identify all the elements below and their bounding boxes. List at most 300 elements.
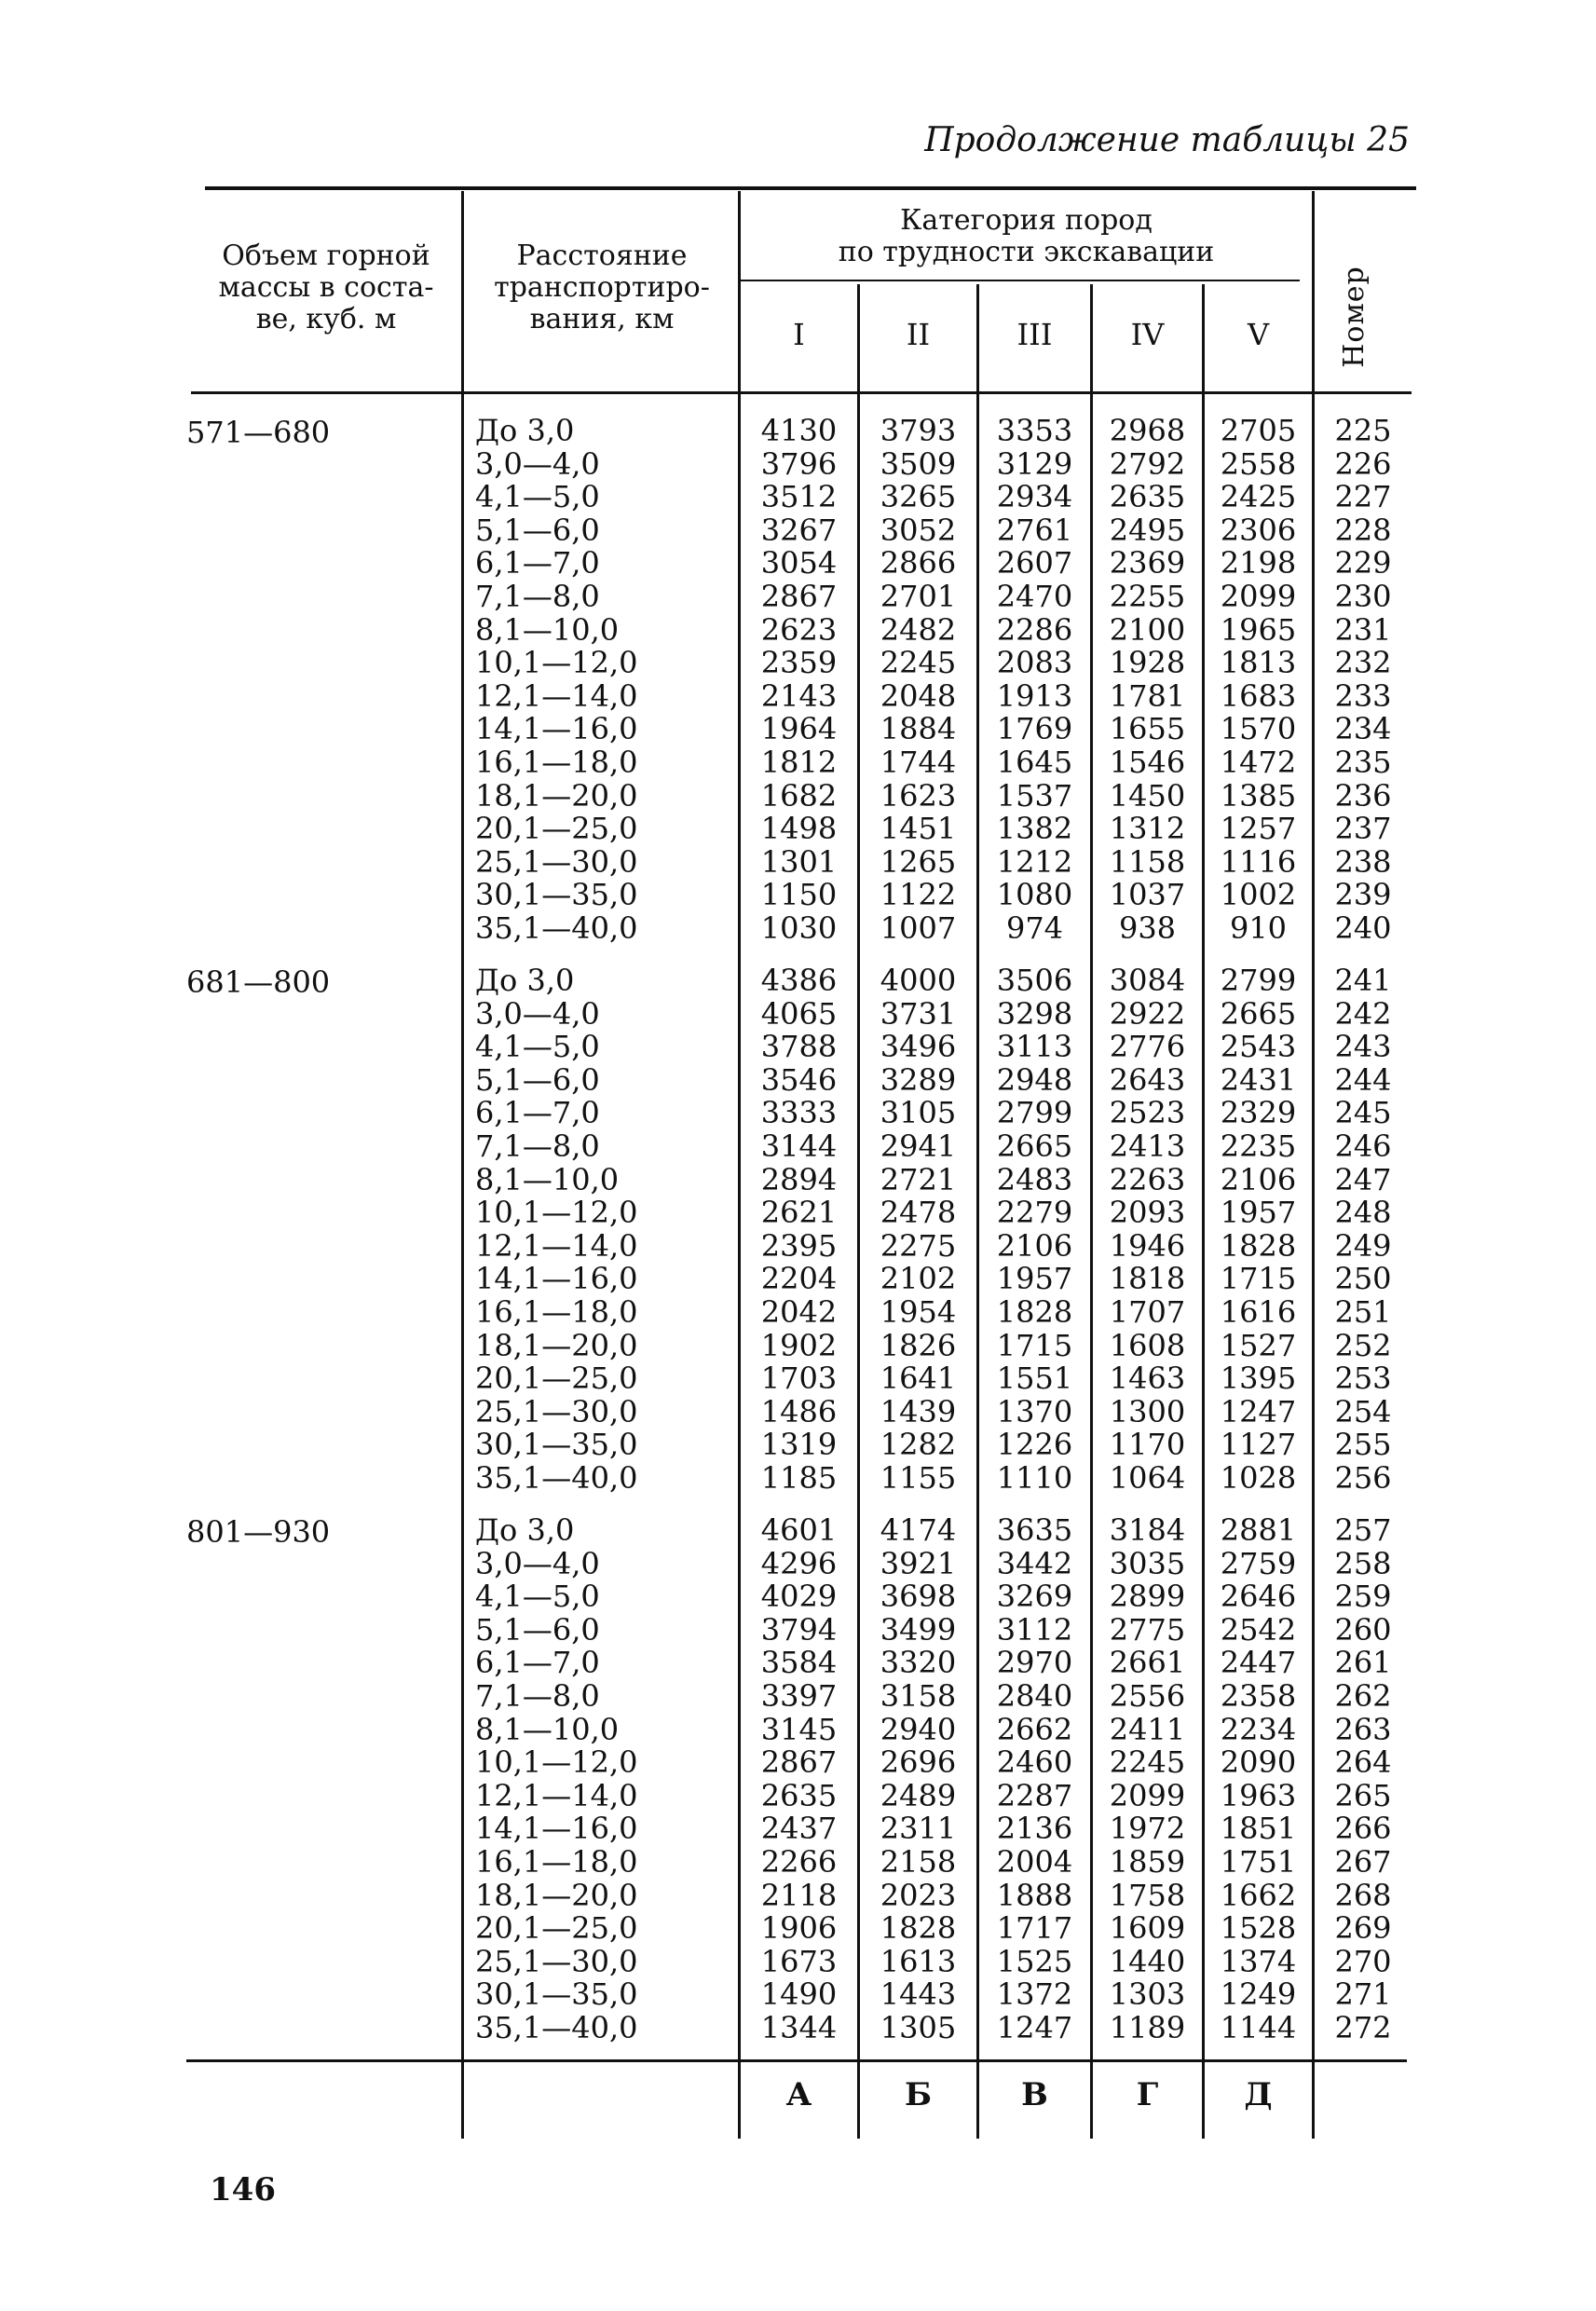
value-column xyxy=(741,1514,857,2045)
value-cell: 2023 xyxy=(880,1877,957,1913)
value-cell: 3512 xyxy=(760,479,838,515)
row-number-cell: 254 xyxy=(1334,1393,1392,1429)
value-cell: 2425 xyxy=(1220,479,1297,515)
row-number-cell: 246 xyxy=(1334,1128,1392,1164)
value-cell: 3509 xyxy=(880,445,957,482)
header-roman-2: II xyxy=(906,317,931,352)
distance-cell: 30,1—35,0 xyxy=(475,877,638,913)
distance-cell: 10,1—12,0 xyxy=(475,1744,638,1781)
value-cell: 2411 xyxy=(1109,1711,1186,1747)
value-cell: 2705 xyxy=(1220,413,1297,448)
row-number-cell: 231 xyxy=(1334,611,1392,648)
row-number-cell: 259 xyxy=(1334,1579,1392,1615)
header-roman-4: IV xyxy=(1130,317,1165,352)
value-column xyxy=(741,415,857,946)
value-cell: 1641 xyxy=(880,1361,957,1397)
value-cell: 4130 xyxy=(760,413,838,448)
value-cell: 2665 xyxy=(1220,995,1297,1032)
row-number-cell: 233 xyxy=(1334,677,1392,714)
value-cell: 910 xyxy=(1229,909,1288,946)
footer-letter-g: Г xyxy=(1136,2076,1159,2113)
value-cell: 1265 xyxy=(880,843,957,880)
value-cell: 1212 xyxy=(996,843,1073,880)
value-cell: 2759 xyxy=(1220,1545,1297,1581)
value-cell: 2799 xyxy=(1220,963,1297,998)
value-cell: 3546 xyxy=(760,1061,838,1098)
value-cell: 2792 xyxy=(1109,445,1186,482)
value-cell: 2948 xyxy=(996,1061,1073,1098)
row-number-cell: 262 xyxy=(1334,1677,1392,1714)
distance-cell: 4,1—5,0 xyxy=(475,479,600,515)
row-number-cell: 270 xyxy=(1334,1943,1392,1979)
value-cell: 3267 xyxy=(760,512,838,548)
value-cell: 1450 xyxy=(1109,777,1186,814)
value-cell: 2306 xyxy=(1220,512,1297,548)
group-volume: 801—930 xyxy=(186,1514,331,1550)
row-number-cell: 264 xyxy=(1334,1744,1392,1781)
row-number-cell: 225 xyxy=(1334,413,1392,448)
value-cell: 1537 xyxy=(996,777,1073,814)
value-cell: 1303 xyxy=(1109,1976,1186,2013)
value-cell: 1486 xyxy=(760,1393,838,1429)
value-cell: 2099 xyxy=(1220,578,1297,614)
value-cell: 3144 xyxy=(760,1128,838,1164)
value-cell: 2143 xyxy=(760,677,838,714)
value-cell: 2287 xyxy=(996,1777,1073,1813)
distance-cell: 5,1—6,0 xyxy=(475,1611,600,1648)
value-cell: 2635 xyxy=(760,1777,838,1813)
distance-column xyxy=(475,964,638,1496)
value-cell: 1257 xyxy=(1220,811,1297,847)
value-cell: 1551 xyxy=(996,1361,1073,1397)
value-cell: 1080 xyxy=(996,877,1073,913)
row-number-cell: 258 xyxy=(1334,1545,1392,1581)
distance-cell: 16,1—18,0 xyxy=(475,1293,638,1330)
header-roman-5: V xyxy=(1247,317,1270,352)
value-cell: 1007 xyxy=(880,909,957,946)
value-cell: 2413 xyxy=(1109,1128,1186,1164)
row-number-cell: 266 xyxy=(1334,1811,1392,1847)
row-number-cell: 235 xyxy=(1334,744,1392,780)
group-volume: 571—680 xyxy=(186,415,331,450)
row-number-cell: 250 xyxy=(1334,1261,1392,1297)
value-cell: 1928 xyxy=(1109,645,1186,681)
value-cell: 1150 xyxy=(760,877,838,913)
value-cell: 2042 xyxy=(760,1293,838,1330)
distance-cell: 6,1—7,0 xyxy=(475,1095,600,1131)
value-cell: 4296 xyxy=(760,1545,838,1581)
header-distance-line3: вания, км xyxy=(529,303,675,335)
value-cell: 1028 xyxy=(1220,1459,1297,1496)
value-cell: 3793 xyxy=(880,413,957,448)
row-number-cell: 269 xyxy=(1334,1910,1392,1947)
value-cell: 1902 xyxy=(760,1327,838,1363)
value-cell: 3112 xyxy=(996,1611,1073,1648)
distance-cell: 14,1—16,0 xyxy=(475,711,638,747)
footer-letter-a: А xyxy=(785,2076,812,2113)
value-cell: 1443 xyxy=(880,1976,957,2013)
value-cell: 1913 xyxy=(996,677,1073,714)
value-cell: 1312 xyxy=(1109,811,1186,847)
distance-column xyxy=(475,1514,638,2045)
value-cell: 1002 xyxy=(1220,877,1297,913)
page-number: 146 xyxy=(210,2171,276,2208)
distance-cell: 20,1—25,0 xyxy=(475,811,638,847)
value-cell: 2437 xyxy=(760,1811,838,1847)
row-number-cell: 272 xyxy=(1334,2009,1392,2045)
value-cell: 1957 xyxy=(1220,1195,1297,1231)
value-cell: 1451 xyxy=(880,811,957,847)
row-number-cell: 257 xyxy=(1334,1512,1392,1548)
value-cell: 2359 xyxy=(760,645,838,681)
value-cell: 1613 xyxy=(880,1943,957,1979)
header-distance-line2: транспортиро- xyxy=(494,271,710,304)
value-cell: 1758 xyxy=(1109,1877,1186,1913)
value-cell: 2279 xyxy=(996,1195,1073,1231)
value-cell: 1884 xyxy=(880,711,957,747)
value-cell: 3333 xyxy=(760,1095,838,1131)
value-column xyxy=(1205,1514,1312,2045)
value-cell: 1344 xyxy=(760,2009,838,2045)
value-cell: 1781 xyxy=(1109,677,1186,714)
value-cell: 1703 xyxy=(760,1361,838,1397)
value-column xyxy=(860,415,976,946)
row-number-cell: 253 xyxy=(1334,1361,1392,1397)
value-cell: 1682 xyxy=(760,777,838,814)
value-cell: 2266 xyxy=(760,1843,838,1880)
value-cell: 1655 xyxy=(1109,711,1186,747)
distance-cell: 20,1—25,0 xyxy=(475,1361,638,1397)
value-column xyxy=(1093,1514,1202,2045)
value-cell: 4065 xyxy=(760,995,838,1032)
value-cell: 2899 xyxy=(1109,1579,1186,1615)
value-cell: 1127 xyxy=(1220,1427,1297,1463)
value-column xyxy=(741,964,857,1496)
value-cell: 2158 xyxy=(880,1843,957,1880)
value-cell: 2263 xyxy=(1109,1161,1186,1197)
value-cell: 3129 xyxy=(996,445,1073,482)
value-cell: 2275 xyxy=(880,1227,957,1264)
value-cell: 1440 xyxy=(1109,1943,1186,1979)
value-cell: 2523 xyxy=(1109,1095,1186,1131)
value-cell: 2004 xyxy=(996,1843,1073,1880)
distance-cell: 35,1—40,0 xyxy=(475,909,638,946)
distance-cell: 6,1—7,0 xyxy=(475,545,600,581)
row-number-cell: 263 xyxy=(1334,1711,1392,1747)
number-column xyxy=(1315,415,1412,946)
value-column xyxy=(1205,415,1312,946)
value-cell: 3105 xyxy=(880,1095,957,1131)
value-cell: 1300 xyxy=(1109,1393,1186,1429)
value-cell: 2198 xyxy=(1220,545,1297,581)
value-cell: 1623 xyxy=(880,777,957,814)
value-cell: 2556 xyxy=(1109,1677,1186,1714)
value-cell: 2934 xyxy=(996,479,1073,515)
value-cell: 1828 xyxy=(996,1293,1073,1330)
distance-cell: 3,0—4,0 xyxy=(475,995,600,1032)
value-column xyxy=(860,1514,976,2045)
value-cell: 4000 xyxy=(880,963,957,998)
value-cell: 2662 xyxy=(996,1711,1073,1747)
value-cell: 4029 xyxy=(760,1579,838,1615)
row-number-cell: 255 xyxy=(1334,1427,1392,1463)
distance-cell: 10,1—12,0 xyxy=(475,1195,638,1231)
value-cell: 2090 xyxy=(1220,1744,1297,1781)
distance-column xyxy=(475,415,638,946)
value-cell: 2311 xyxy=(880,1811,957,1847)
distance-cell: 4,1—5,0 xyxy=(475,1029,600,1065)
header-distance xyxy=(466,240,738,335)
value-cell: 2558 xyxy=(1220,445,1297,482)
value-cell: 1463 xyxy=(1109,1361,1186,1397)
value-cell: 2460 xyxy=(996,1744,1073,1781)
value-cell: 2970 xyxy=(996,1645,1073,1681)
value-cell: 2866 xyxy=(880,545,957,581)
value-cell: 2395 xyxy=(760,1227,838,1264)
table-continuation-caption: Продолжение таблицы 25 xyxy=(924,121,1410,159)
distance-cell: 25,1—30,0 xyxy=(475,1943,638,1979)
value-cell: 1859 xyxy=(1109,1843,1186,1880)
row-number-cell: 237 xyxy=(1334,811,1392,847)
distance-cell: До 3,0 xyxy=(475,413,575,448)
number-column xyxy=(1315,1514,1412,2045)
value-cell: 1965 xyxy=(1220,611,1297,648)
value-cell: 2543 xyxy=(1220,1029,1297,1065)
value-cell: 3265 xyxy=(880,479,957,515)
value-cell: 3499 xyxy=(880,1611,957,1648)
value-cell: 1374 xyxy=(1220,1943,1297,1979)
value-cell: 2369 xyxy=(1109,545,1186,581)
distance-cell: 35,1—40,0 xyxy=(475,1459,638,1496)
value-cell: 3698 xyxy=(880,1579,957,1615)
value-cell: 3184 xyxy=(1109,1512,1186,1548)
value-cell: 3289 xyxy=(880,1061,957,1098)
distance-cell: 20,1—25,0 xyxy=(475,1910,638,1947)
value-cell: 3320 xyxy=(880,1645,957,1681)
value-cell: 2106 xyxy=(996,1227,1073,1264)
footer-letter-b: Б xyxy=(904,2076,933,2113)
value-cell: 1155 xyxy=(880,1459,957,1496)
distance-cell: 35,1—40,0 xyxy=(475,2009,638,2045)
value-cell: 1946 xyxy=(1109,1227,1186,1264)
value-cell: 1744 xyxy=(880,744,957,780)
value-cell: 2245 xyxy=(880,645,957,681)
value-cell: 1382 xyxy=(996,811,1073,847)
row-number-cell: 265 xyxy=(1334,1777,1392,1813)
value-cell: 2083 xyxy=(996,645,1073,681)
header-category-line2: по трудности экскавации xyxy=(838,236,1215,268)
value-cell: 3796 xyxy=(760,445,838,482)
value-cell: 3635 xyxy=(996,1512,1073,1548)
header-number: Номер xyxy=(1338,266,1371,368)
value-cell: 1498 xyxy=(760,811,838,847)
value-cell: 3084 xyxy=(1109,963,1186,998)
distance-cell: 3,0—4,0 xyxy=(475,445,600,482)
header-roman-1: I xyxy=(793,317,805,352)
value-cell: 3506 xyxy=(996,963,1073,998)
row-number-cell: 268 xyxy=(1334,1877,1392,1913)
value-cell: 2940 xyxy=(880,1711,957,1747)
distance-cell: 8,1—10,0 xyxy=(475,1711,620,1747)
distance-cell: 30,1—35,0 xyxy=(475,1427,638,1463)
value-cell: 2329 xyxy=(1220,1095,1297,1131)
value-cell: 2482 xyxy=(880,611,957,648)
value-cell: 3035 xyxy=(1109,1545,1186,1581)
row-number-cell: 239 xyxy=(1334,877,1392,913)
value-column xyxy=(979,1514,1090,2045)
distance-cell: 18,1—20,0 xyxy=(475,777,638,814)
row-number-cell: 251 xyxy=(1334,1293,1392,1330)
value-cell: 2495 xyxy=(1109,512,1186,548)
value-cell: 1609 xyxy=(1109,1910,1186,1947)
value-cell: 2941 xyxy=(880,1128,957,1164)
footer-letter-v: В xyxy=(1021,2076,1048,2113)
value-cell: 2867 xyxy=(760,578,838,614)
value-cell: 1490 xyxy=(760,1976,838,2013)
value-cell: 3054 xyxy=(760,545,838,581)
value-cell: 1247 xyxy=(1220,1393,1297,1429)
header-roman-3: III xyxy=(1016,317,1053,352)
value-cell: 3353 xyxy=(996,413,1073,448)
value-cell: 2099 xyxy=(1109,1777,1186,1813)
row-number-cell: 241 xyxy=(1334,963,1392,998)
value-cell: 2255 xyxy=(1109,578,1186,614)
value-cell: 1888 xyxy=(996,1877,1073,1913)
value-cell: 2470 xyxy=(996,578,1073,614)
value-cell: 2118 xyxy=(760,1877,838,1913)
value-column xyxy=(1093,415,1202,946)
value-cell: 1525 xyxy=(996,1943,1073,1979)
distance-cell: 12,1—14,0 xyxy=(475,1227,638,1264)
header-distance-line1: Расстояние xyxy=(516,239,688,272)
value-cell: 1828 xyxy=(1220,1227,1297,1264)
value-cell: 2447 xyxy=(1220,1645,1297,1681)
value-cell: 1395 xyxy=(1220,1361,1297,1397)
value-cell: 1305 xyxy=(880,2009,957,2045)
value-cell: 2623 xyxy=(760,611,838,648)
value-cell: 1144 xyxy=(1220,2009,1297,2045)
distance-cell: 12,1—14,0 xyxy=(475,1777,638,1813)
distance-cell: 8,1—10,0 xyxy=(475,611,620,648)
value-cell: 1673 xyxy=(760,1943,838,1979)
value-cell: 1037 xyxy=(1109,877,1186,913)
table-bottom-rule xyxy=(186,2059,1407,2062)
value-cell: 1715 xyxy=(996,1327,1073,1363)
distance-cell: 4,1—5,0 xyxy=(475,1579,600,1615)
value-cell: 3584 xyxy=(760,1645,838,1681)
value-cell: 1954 xyxy=(880,1293,957,1330)
distance-cell: 14,1—16,0 xyxy=(475,1811,638,1847)
value-cell: 1906 xyxy=(760,1910,838,1947)
value-cell: 1528 xyxy=(1220,1910,1297,1947)
value-cell: 1828 xyxy=(880,1910,957,1947)
value-cell: 3788 xyxy=(760,1029,838,1065)
distance-cell: 7,1—8,0 xyxy=(475,1128,600,1164)
value-cell: 4601 xyxy=(760,1512,838,1548)
value-cell: 1707 xyxy=(1109,1293,1186,1330)
value-cell: 2661 xyxy=(1109,1645,1186,1681)
value-cell: 1122 xyxy=(880,877,957,913)
value-cell: 2643 xyxy=(1109,1061,1186,1098)
value-cell: 1813 xyxy=(1220,645,1297,681)
distance-cell: 18,1—20,0 xyxy=(475,1877,638,1913)
value-cell: 2761 xyxy=(996,512,1073,548)
value-cell: 2234 xyxy=(1220,1711,1297,1747)
distance-cell: 5,1—6,0 xyxy=(475,512,600,548)
value-cell: 3921 xyxy=(880,1545,957,1581)
value-cell: 2106 xyxy=(1220,1161,1297,1197)
value-cell: 2799 xyxy=(996,1095,1073,1131)
value-cell: 3397 xyxy=(760,1677,838,1714)
row-number-cell: 226 xyxy=(1334,445,1392,482)
value-cell: 1662 xyxy=(1220,1877,1297,1913)
value-cell: 938 xyxy=(1118,909,1177,946)
value-cell: 1185 xyxy=(760,1459,838,1496)
row-number-cell: 229 xyxy=(1334,545,1392,581)
value-cell: 2922 xyxy=(1109,995,1186,1032)
distance-cell: До 3,0 xyxy=(475,963,575,998)
value-cell: 2646 xyxy=(1220,1579,1297,1615)
value-cell: 1116 xyxy=(1220,843,1297,880)
row-number-cell: 232 xyxy=(1334,645,1392,681)
row-number-cell: 242 xyxy=(1334,995,1392,1032)
value-cell: 2478 xyxy=(880,1195,957,1231)
value-cell: 1616 xyxy=(1220,1293,1297,1330)
distance-cell: 14,1—16,0 xyxy=(475,1261,638,1297)
row-number-cell: 236 xyxy=(1334,777,1392,814)
value-cell: 3442 xyxy=(996,1545,1073,1581)
distance-cell: 7,1—8,0 xyxy=(475,578,600,614)
value-cell: 2607 xyxy=(996,545,1073,581)
value-cell: 2100 xyxy=(1109,611,1186,648)
value-cell: 2776 xyxy=(1109,1029,1186,1065)
row-number-cell: 245 xyxy=(1334,1095,1392,1131)
value-cell: 1570 xyxy=(1220,711,1297,747)
footer-letter-d: Д xyxy=(1244,2076,1273,2113)
value-cell: 2840 xyxy=(996,1677,1073,1714)
value-cell: 1645 xyxy=(996,744,1073,780)
value-cell: 1527 xyxy=(1220,1327,1297,1363)
value-cell: 1249 xyxy=(1220,1976,1297,2013)
col-divider-volume xyxy=(461,191,464,2139)
header-bottom-rule xyxy=(191,391,1412,394)
row-number-cell: 228 xyxy=(1334,512,1392,548)
distance-cell: 12,1—14,0 xyxy=(475,677,638,714)
value-cell: 1170 xyxy=(1109,1427,1186,1463)
value-cell: 1372 xyxy=(996,1976,1073,2013)
table-top-rule xyxy=(205,186,1416,190)
value-cell: 1385 xyxy=(1220,777,1297,814)
value-cell: 2286 xyxy=(996,611,1073,648)
distance-cell: 6,1—7,0 xyxy=(475,1645,600,1681)
value-cell: 2542 xyxy=(1220,1611,1297,1648)
value-cell: 3496 xyxy=(880,1029,957,1065)
value-cell: 2867 xyxy=(760,1744,838,1781)
distance-cell: 16,1—18,0 xyxy=(475,1843,638,1880)
value-cell: 1030 xyxy=(760,909,838,946)
value-cell: 1683 xyxy=(1220,677,1297,714)
value-cell: 1972 xyxy=(1109,1811,1186,1847)
value-cell: 2968 xyxy=(1109,413,1186,448)
value-column xyxy=(979,415,1090,946)
value-cell: 1064 xyxy=(1109,1459,1186,1496)
value-cell: 2102 xyxy=(880,1261,957,1297)
value-cell: 2431 xyxy=(1220,1061,1297,1098)
value-cell: 3298 xyxy=(996,995,1073,1032)
value-cell: 1826 xyxy=(880,1327,957,1363)
value-cell: 1158 xyxy=(1109,843,1186,880)
distance-cell: 10,1—12,0 xyxy=(475,645,638,681)
